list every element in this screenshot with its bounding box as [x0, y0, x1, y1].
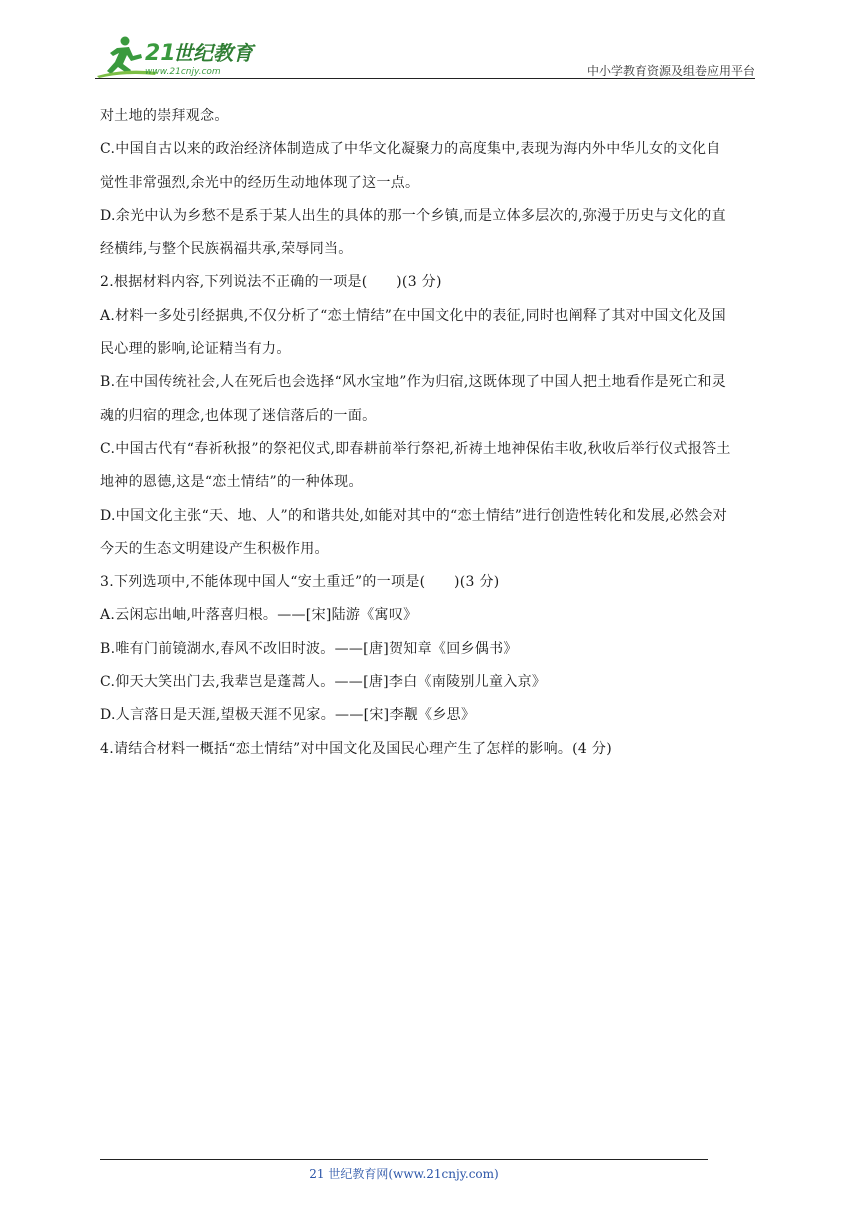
question-4: 4.请结合材料一概括“恋土情结”对中国文化及国民心理产生了怎样的影响。(4 分): [100, 740, 612, 757]
header-divider: [95, 78, 755, 79]
q2-option-b-line-1: B.在中国传统社会,人在死后也会选择“风水宝地”作为归宿,这既体现了中国人把土地看作是死亡和灵: [100, 374, 727, 391]
q3-option-c: C.仰天大笑出门去,我辈岂是蓬蒿人。——[唐]李白《南陵别儿童入京》: [100, 674, 547, 691]
q3-option-b: B.唯有门前镜湖水,春风不改旧时波。——[唐]贺知章《回乡偶书》: [100, 640, 518, 657]
option-c-line-2: 觉性非常强烈,余光中的经历生动地体现了这一点。: [100, 174, 420, 191]
q2-option-d-line-1: D.中国文化主张“天、地、人”的和谐共处,如能对其中的“恋土情结”进行创造性转化和发展,必然会对: [100, 507, 728, 524]
q2-option-c-line-2: 地神的恩德,这是“恋土情结”的一种体现。: [100, 474, 363, 491]
q2-option-d-line-2: 今天的生态文明建设产生积极作用。: [100, 540, 329, 557]
site-logo: [95, 34, 265, 78]
platform-name: 中小学教育资源及组卷应用平台: [586, 64, 755, 78]
text-line: 对土地的崇拜观念。: [100, 108, 229, 124]
q3-option-d: D.人言落日是天涯,望极天涯不见家。——[宋]李觏《乡思》: [100, 707, 476, 724]
svg-text:www.21cnjy.com: www.21cnjy.com: [145, 67, 221, 77]
question-3: 3.下列选项中,不能体现中国人“安土重迁”的一项是( )(3 分): [100, 574, 500, 591]
option-d-line-2: 经横纬,与整个民族祸福共承,荣辱同当。: [100, 241, 353, 258]
option-d-line-1: D.余光中认为乡愁不是系于某人出生的具体的那一个乡镇,而是立体多层次的,弥漫于历史与文化的直: [100, 207, 726, 224]
q2-option-a-line-1: A.材料一多处引经据典,不仅分析了“恋土情结”在中国文化中的表征,同时也阐释了其对中国文化及国: [100, 307, 726, 324]
q3-option-a: A.云闲忘出岫,叶落喜归根。——[宋]陆游《寓叹》: [100, 607, 418, 624]
svg-text:世纪教育: 世纪教育: [173, 41, 253, 65]
document-body: [100, 100, 760, 766]
q2-option-b-line-2: 魂的归宿的理念,也体现了迷信落后的一面。: [100, 407, 377, 424]
q2-option-c-line-1: C.中国古代有“春祈秋报”的祭祀仪式,即春耕前举行祭祀,祈祷土地神保佑丰收,秋收后举行仪式报答土: [100, 440, 731, 457]
option-c-line-1: C.中国自古以来的政治经济体制造成了中华文化凝聚力的高度集中,表现为海内外中华儿女的文化自: [100, 141, 721, 158]
svg-text:21: 21: [145, 41, 176, 66]
footer-divider: [100, 1159, 708, 1160]
footer-source: 21 世纪教育网(www.21cnjy.com): [309, 1167, 499, 1181]
q2-option-a-line-2: 民心理的影响,论证精当有力。: [100, 341, 291, 358]
question-2: 2.根据材料内容,下列说法不正确的一项是( )(3 分): [100, 274, 442, 291]
page-header: [95, 30, 755, 80]
